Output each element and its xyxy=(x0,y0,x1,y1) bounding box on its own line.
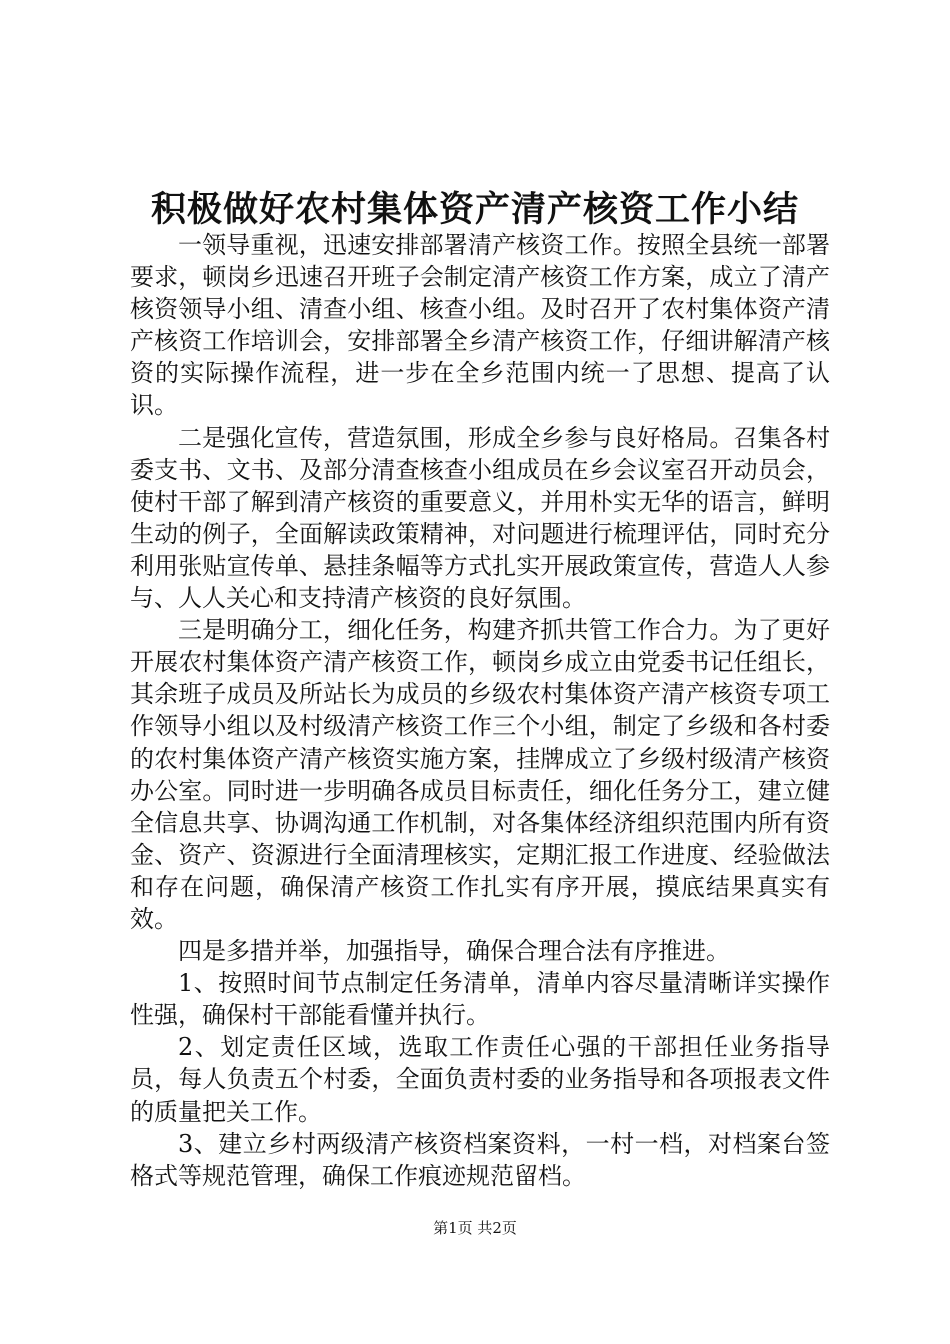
page-footer: 第1页 共2页 xyxy=(433,1219,517,1237)
document-body xyxy=(130,229,830,1192)
paragraph-5: 1、按照时间节点制定任务清单，清单内容尽量清晰详实操作性强，确保村干部能看懂并执行。 xyxy=(130,969,830,1030)
paragraph-7: 3、建立乡村两级清产核资档案资料，一村一档，对档案台签格式等规范管理，确保工作痕迹规范留档。 xyxy=(130,1129,830,1190)
paragraph-3: 三是明确分工，细化任务，构建齐抓共管工作合力。为了更好开展农村集体资产清产核资工作，顿岗乡成立由党委书记任组长，其余班子成员及所站长为成员的乡级农村集体资产清产核资专项工作领导小组以及村级清产核资工作三个小组，制定了乡级和各村委的农村集体资产清产核资实施方案，挂牌成立了乡级村级清产核资办公室。同时进一步明确各成员目标责任，细化任务分工，建立健全信息共享、协调沟通工作机制，对各集体经济组织范围内所有资金、资产、资源进行全面清理核实，定期汇报工作进度、经验做法和存在问题，确保清产核资工作扎实有序开展，摸底结果真实有效。 xyxy=(130,616,830,933)
paragraph-1: 一领导重视，迅速安排部署清产核资工作。按照全县统一部署要求，顿岗乡迅速召开班子会制定清产核资工作方案，成立了清产核资领导小组、清查小组、核查小组。及时召开了农村集体资产清产核资工作培训会，安排部署全乡清产核资工作，仔细讲解清产核资的实际操作流程，进一步在全乡范围内统一了思想、提高了认识。 xyxy=(130,231,830,420)
document-title: 积极做好农村集体资产清产核资工作小结 xyxy=(150,190,799,230)
paragraph-6: 2、划定责任区域，选取工作责任心强的干部担任业务指导员，每人负责五个村委，全面负责村委的业务指导和各项报表文件的质量把关工作。 xyxy=(130,1033,830,1126)
paragraph-4: 四是多措并举，加强指导，确保合理合法有序推进。 xyxy=(178,937,730,966)
paragraph-2: 二是强化宣传，营造氛围，形成全乡参与良好格局。召集各村委支书、文书、及部分清查核查小组成员在乡会议室召开动员会，使村干部了解到清产核资的重要意义，并用朴实无华的语言，鲜明生动的例子，全面解读政策精神，对问题进行梳理评估，同时充分利用张贴宣传单、悬挂条幅等方式扎实开展政策宣传，营造人人参与、人人关心和支持清产核资的良好氛围。 xyxy=(130,423,830,613)
